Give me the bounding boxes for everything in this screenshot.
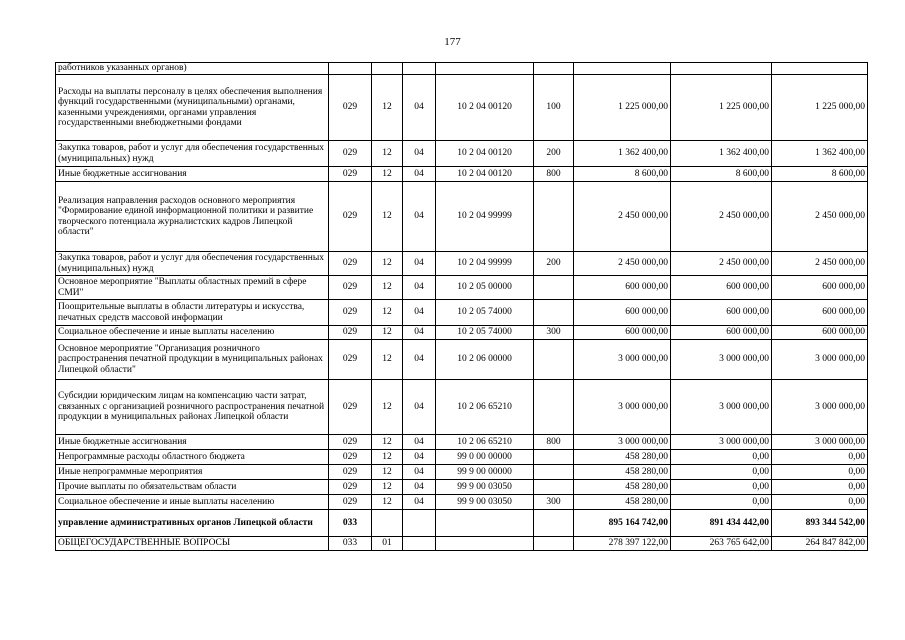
cell-name: ОБЩЕГОСУДАРСТВЕННЫЕ ВОПРОСЫ — [56, 537, 329, 551]
cell-sum-2020: 600 000,00 — [574, 300, 671, 326]
cell-rz: 12 — [372, 75, 403, 141]
cell-vr: 300 — [534, 326, 574, 340]
cell-csr: 10 2 04 99999 — [436, 252, 534, 276]
cell-vr — [534, 465, 574, 480]
cell-pr: 04 — [403, 167, 436, 182]
cell-ved: 029 — [329, 182, 372, 252]
cell-ved: 029 — [329, 465, 372, 480]
cell-sum-2021 — [671, 63, 772, 75]
cell-ved: 029 — [329, 480, 372, 495]
table-row — [56, 480, 868, 495]
cell-rz: 12 — [372, 450, 403, 465]
cell-ved: 029 — [329, 252, 372, 276]
cell-rz: 12 — [372, 252, 403, 276]
cell-vr: 200 — [534, 141, 574, 167]
cell-vr: 800 — [534, 435, 574, 450]
cell-sum-2022: 0,00 — [772, 450, 868, 465]
cell-pr: 04 — [403, 480, 436, 495]
cell-name: Закупка товаров, работ и услуг для обеспечения государственных (муниципальных) нужд — [56, 252, 329, 276]
cell-sum-2021: 0,00 — [671, 465, 772, 480]
table-row — [56, 276, 868, 300]
cell-pr — [403, 510, 436, 537]
cell-sum-2020: 2 450 000,00 — [574, 182, 671, 252]
cell-sum-2021: 600 000,00 — [671, 326, 772, 340]
cell-ved: 029 — [329, 141, 372, 167]
cell-vr: 800 — [534, 167, 574, 182]
cell-name: Социальное обеспечение и иные выплаты населению — [56, 495, 329, 510]
cell-pr: 04 — [403, 495, 436, 510]
cell-rz: 01 — [372, 537, 403, 551]
cell-rz: 12 — [372, 141, 403, 167]
cell-name: Прочие выплаты по обязательствам области — [56, 480, 329, 495]
cell-csr: 10 2 04 00120 — [436, 167, 534, 182]
cell-rz — [372, 510, 403, 537]
cell-vr: 200 — [534, 252, 574, 276]
cell-ved: 029 — [329, 495, 372, 510]
cell-sum-2020: 458 280,00 — [574, 495, 671, 510]
cell-name: Субсидии юридическим лицам на компенсацию части затрат, связанных с организацией розничного распространения печатной продукции в муниципальных районах Липецкой области — [56, 380, 329, 435]
cell-ved: 029 — [329, 380, 372, 435]
cell-pr: 04 — [403, 465, 436, 480]
cell-rz: 12 — [372, 380, 403, 435]
table-row — [56, 450, 868, 465]
cell-name: Непрограммные расходы областного бюджета — [56, 450, 329, 465]
cell-name: Иные бюджетные ассигнования — [56, 167, 329, 182]
cell-sum-2022: 0,00 — [772, 465, 868, 480]
cell-sum-2022: 8 600,00 — [772, 167, 868, 182]
table-row — [56, 300, 868, 326]
cell-pr: 04 — [403, 380, 436, 435]
cell-ved: 029 — [329, 435, 372, 450]
cell-pr: 04 — [403, 141, 436, 167]
cell-pr: 04 — [403, 326, 436, 340]
cell-sum-2021: 0,00 — [671, 495, 772, 510]
cell-ved: 033 — [329, 510, 372, 537]
cell-sum-2021: 3 000 000,00 — [671, 340, 772, 380]
cell-csr: 99 9 00 03050 — [436, 480, 534, 495]
cell-vr — [534, 480, 574, 495]
cell-pr: 04 — [403, 435, 436, 450]
cell-name: Реализация направления расходов основного мероприятия "Формирование единой информационной политики и развитие творческого потенциала журналистских кадров Липецкой области" — [56, 182, 329, 252]
cell-ved: 029 — [329, 167, 372, 182]
cell-rz: 12 — [372, 435, 403, 450]
cell-vr — [534, 450, 574, 465]
cell-rz: 12 — [372, 480, 403, 495]
cell-rz: 12 — [372, 495, 403, 510]
cell-sum-2022: 3 000 000,00 — [772, 340, 868, 380]
table-row — [56, 63, 868, 75]
cell-sum-2020: 1 225 000,00 — [574, 75, 671, 141]
cell-csr: 10 2 05 74000 — [436, 300, 534, 326]
table-row — [56, 326, 868, 340]
cell-sum-2021: 600 000,00 — [671, 276, 772, 300]
cell-pr: 04 — [403, 450, 436, 465]
cell-pr: 04 — [403, 252, 436, 276]
cell-sum-2021: 2 450 000,00 — [671, 182, 772, 252]
table-row — [56, 495, 868, 510]
cell-sum-2020: 3 000 000,00 — [574, 380, 671, 435]
cell-sum-2022: 600 000,00 — [772, 276, 868, 300]
cell-rz: 12 — [372, 300, 403, 326]
cell-rz — [372, 63, 403, 75]
cell-name: Иные бюджетные ассигнования — [56, 435, 329, 450]
cell-sum-2022: 0,00 — [772, 480, 868, 495]
cell-name: Основное мероприятие "Выплаты областных премий в сфере СМИ" — [56, 276, 329, 300]
cell-sum-2021: 600 000,00 — [671, 300, 772, 326]
cell-pr: 04 — [403, 340, 436, 380]
cell-csr — [436, 537, 534, 551]
cell-pr: 04 — [403, 75, 436, 141]
cell-vr — [534, 380, 574, 435]
cell-ved: 029 — [329, 276, 372, 300]
cell-rz: 12 — [372, 340, 403, 380]
cell-csr: 10 2 05 74000 — [436, 326, 534, 340]
cell-sum-2022: 0,00 — [772, 495, 868, 510]
cell-vr — [534, 300, 574, 326]
cell-name: Иные непрограммные мероприятия — [56, 465, 329, 480]
cell-vr — [534, 182, 574, 252]
cell-sum-2020: 458 280,00 — [574, 465, 671, 480]
cell-csr: 10 2 04 00120 — [436, 141, 534, 167]
cell-sum-2021: 891 434 442,00 — [671, 510, 772, 537]
cell-sum-2020 — [574, 63, 671, 75]
cell-pr — [403, 537, 436, 551]
cell-name: управление административных органов Липецкой области — [56, 510, 329, 537]
cell-ved: 029 — [329, 326, 372, 340]
cell-csr: 99 0 00 00000 — [436, 450, 534, 465]
cell-sum-2022 — [772, 63, 868, 75]
cell-sum-2021: 3 000 000,00 — [671, 380, 772, 435]
cell-name: Основное мероприятие "Организация розничного распространения печатной продукции в муниципальных районах Липецкой области" — [56, 340, 329, 380]
cell-csr: 10 2 05 00000 — [436, 276, 534, 300]
cell-sum-2021: 3 000 000,00 — [671, 435, 772, 450]
cell-name: Расходы на выплаты персоналу в целях обеспечения выполнения функций государственными (муниципальными) органами, казенными учреждениями, органами управления государственными внебюджетными фондами — [56, 75, 329, 141]
cell-sum-2021: 1 225 000,00 — [671, 75, 772, 141]
cell-sum-2022: 893 344 542,00 — [772, 510, 868, 537]
cell-ved: 029 — [329, 450, 372, 465]
cell-sum-2020: 278 397 122,00 — [574, 537, 671, 551]
cell-sum-2021: 263 765 642,00 — [671, 537, 772, 551]
cell-sum-2021: 0,00 — [671, 450, 772, 465]
cell-sum-2022: 2 450 000,00 — [772, 252, 868, 276]
cell-rz: 12 — [372, 182, 403, 252]
cell-sum-2021: 0,00 — [671, 480, 772, 495]
cell-csr: 10 2 06 65210 — [436, 380, 534, 435]
cell-ved — [329, 63, 372, 75]
cell-csr: 99 9 00 03050 — [436, 495, 534, 510]
cell-name: Поощрительные выплаты в области литературы и искусства, печатных средств массовой информации — [56, 300, 329, 326]
cell-csr: 99 9 00 00000 — [436, 465, 534, 480]
cell-csr — [436, 510, 534, 537]
table-row — [56, 75, 868, 141]
table-row — [56, 537, 868, 551]
cell-vr — [534, 340, 574, 380]
cell-sum-2022: 3 000 000,00 — [772, 435, 868, 450]
cell-sum-2020: 2 450 000,00 — [574, 252, 671, 276]
cell-name: работников указанных органов) — [56, 63, 329, 75]
cell-sum-2021: 1 362 400,00 — [671, 141, 772, 167]
cell-vr — [534, 510, 574, 537]
cell-sum-2020: 458 280,00 — [574, 450, 671, 465]
table-row — [56, 435, 868, 450]
cell-sum-2022: 600 000,00 — [772, 326, 868, 340]
cell-rz: 12 — [372, 276, 403, 300]
cell-sum-2022: 3 000 000,00 — [772, 380, 868, 435]
cell-sum-2022: 2 450 000,00 — [772, 182, 868, 252]
cell-csr: 10 2 04 99999 — [436, 182, 534, 252]
cell-sum-2020: 1 362 400,00 — [574, 141, 671, 167]
cell-sum-2020: 600 000,00 — [574, 276, 671, 300]
cell-rz: 12 — [372, 167, 403, 182]
cell-sum-2021: 8 600,00 — [671, 167, 772, 182]
cell-sum-2022: 1 225 000,00 — [772, 75, 868, 141]
cell-csr: 10 2 06 00000 — [436, 340, 534, 380]
budget-table — [55, 62, 868, 551]
cell-vr: 100 — [534, 75, 574, 141]
cell-csr — [436, 63, 534, 75]
cell-vr — [534, 63, 574, 75]
cell-vr — [534, 276, 574, 300]
cell-sum-2020: 600 000,00 — [574, 326, 671, 340]
cell-name: Закупка товаров, работ и услуг для обеспечения государственных (муниципальных) нужд — [56, 141, 329, 167]
cell-ved: 033 — [329, 537, 372, 551]
cell-pr: 04 — [403, 182, 436, 252]
cell-rz: 12 — [372, 465, 403, 480]
cell-sum-2020: 895 164 742,00 — [574, 510, 671, 537]
cell-sum-2020: 3 000 000,00 — [574, 340, 671, 380]
cell-ved: 029 — [329, 75, 372, 141]
table-row — [56, 182, 868, 252]
cell-csr: 10 2 06 65210 — [436, 435, 534, 450]
table-row — [56, 167, 868, 182]
cell-pr: 04 — [403, 300, 436, 326]
cell-ved: 029 — [329, 300, 372, 326]
cell-sum-2021: 2 450 000,00 — [671, 252, 772, 276]
cell-sum-2022: 1 362 400,00 — [772, 141, 868, 167]
table-row — [56, 510, 868, 537]
table-row — [56, 141, 868, 167]
cell-sum-2022: 264 847 842,00 — [772, 537, 868, 551]
cell-sum-2022: 600 000,00 — [772, 300, 868, 326]
page-number: 177 — [444, 36, 461, 48]
cell-name: Социальное обеспечение и иные выплаты населению — [56, 326, 329, 340]
cell-vr — [534, 537, 574, 551]
cell-vr: 300 — [534, 495, 574, 510]
cell-rz: 12 — [372, 326, 403, 340]
cell-sum-2020: 8 600,00 — [574, 167, 671, 182]
cell-csr: 10 2 04 00120 — [436, 75, 534, 141]
cell-ved: 029 — [329, 340, 372, 380]
table-row — [56, 340, 868, 380]
table-row — [56, 465, 868, 480]
cell-pr — [403, 63, 436, 75]
table-row — [56, 252, 868, 276]
cell-pr: 04 — [403, 276, 436, 300]
table-row — [56, 380, 868, 435]
cell-sum-2020: 3 000 000,00 — [574, 435, 671, 450]
cell-sum-2020: 458 280,00 — [574, 480, 671, 495]
